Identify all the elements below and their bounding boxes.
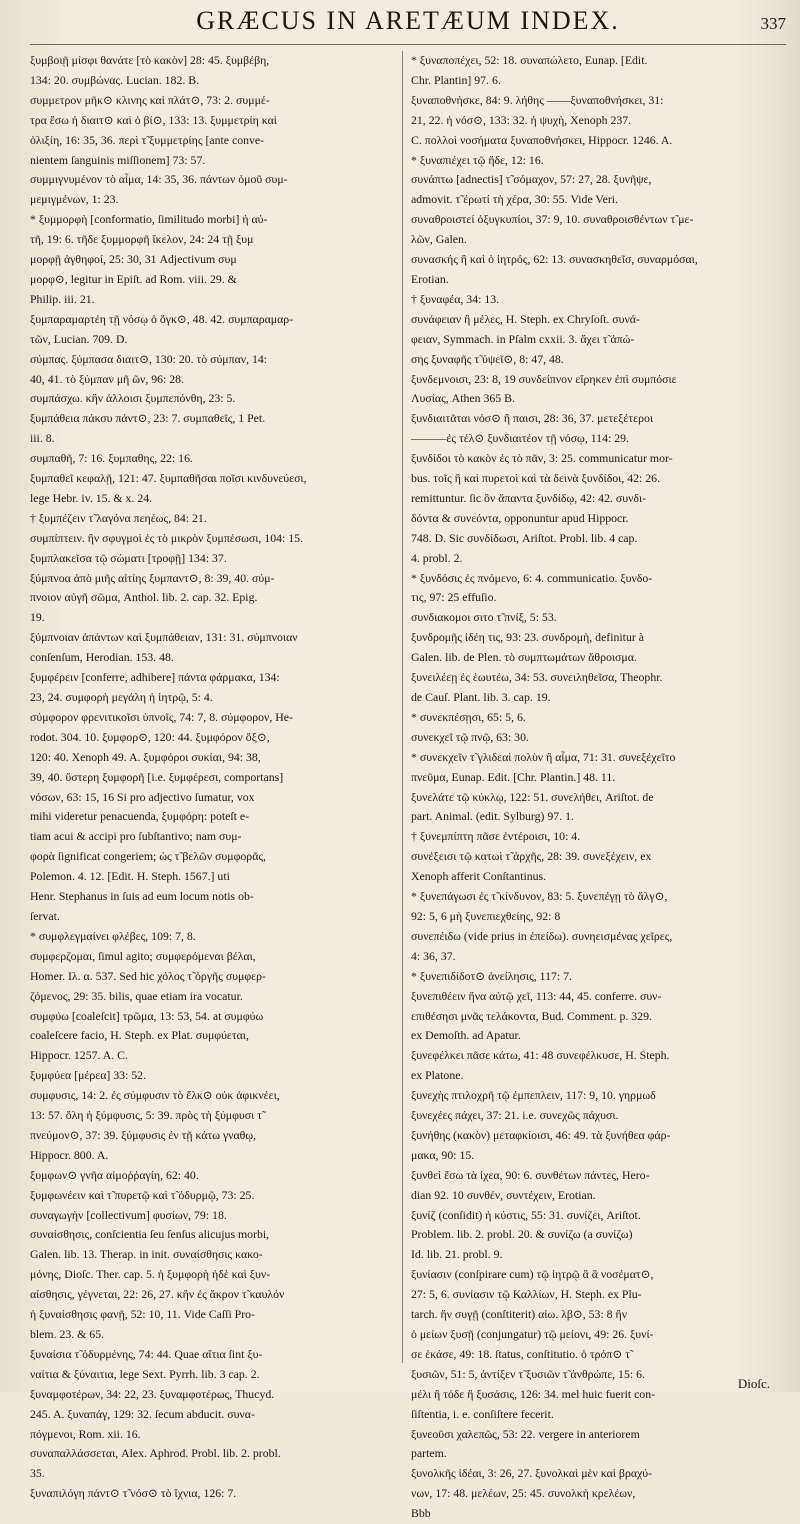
index-line: Hippocr. 1257. A. C. [30, 1048, 128, 1063]
index-line: remittuntur. ſic ὃν ἄπαντα ξυνδίδῳ, 42: 42. συνδι- [411, 490, 647, 505]
index-line: ξυνελάτε τῷ κύκλῳ, 122: 51. συνελήθει, Ariſtot. de [411, 789, 654, 804]
index-line: † ξυνεμπίπτη πᾶσε ἐντέροισι, 10: 4. [411, 829, 581, 844]
index-line: 19. [30, 610, 45, 625]
index-line: Problem. lib. 2. probl. 20. & συνίζω (a συνίζω) [411, 1227, 633, 1242]
index-line: * συνεκχεῖν τ̃ γλιδεαὶ πολὺν ἢ αἷμα, 71: 31. συνεξέχεῖτο [411, 749, 676, 764]
index-line: ξυμπαθεῖ κεφαλῇ, 121: 47. ξυμπαθῆσαι ποῖσι κινδυνεύεσι, [30, 471, 307, 486]
index-line: τρα ἔσω ἡ διαιτ⊙ καὶ ὁ βί⊙, 133: 13. ξυμμετρίη καὶ [30, 112, 277, 127]
index-line: 134: 20. συμβώνας. Lucian. 182. B. [30, 72, 200, 87]
index-line: Polemon. 4. 12. [Edit. H. Steph. 1567.] uti [30, 869, 230, 884]
index-line: ὁ μείων ξυσῇ (conjungatur) τῷ μείονι, 49: 26. ξυνί- [411, 1327, 654, 1341]
index-line: αίσθησις, γέγνεται, 22: 26, 27. κἢν ἐς ἄκρον τ̃ καυλόν [30, 1287, 285, 1302]
page-number: 337 [760, 14, 786, 33]
index-line: de Cauſ. Plant. lib. 3. cap. 19. [411, 690, 551, 704]
index-line: ξυνολκῆς ἰδέαι, 3: 26, 27. ξυνολκαὶ μὲν καὶ βραχύ- [411, 1466, 653, 1481]
index-line: συμπάσχω. κἢν ἀλλοισι ξυμπεπόνθη, 23: 5. [30, 391, 236, 406]
index-line: συμφύω [coaleſcit] τρῶμα, 13: 53, 54. at συμφύω [30, 1008, 264, 1023]
index-line: ξυμβοιῇ μίσφι θανάτε [τὸ κακὸν] 28: 45. ξυμβέβη, [30, 53, 270, 67]
index-line: επιθέσησι μνᾶς τελάκοντα, Bud. Comment. p. 329. [411, 1008, 652, 1023]
index-line: σης ξυναφῆς τ̃ ὑψεῖ⊙, 8: 47, 48. [411, 351, 564, 366]
index-line: ſervat. [30, 908, 60, 923]
index-line: συμμιγνυμένον τὸ αἷμα, 14: 35, 36. πάντων ὁμοῦ συμ- [30, 172, 288, 187]
index-line: συνεκχεῖ τῷ πνῷ, 63: 30. [411, 729, 529, 744]
index-line: ξυνδιαιτᾶται νόσ⊙ ἢ παισι, 28: 36, 37. μετεξέτεροι [411, 411, 654, 426]
index-line: 13: 57. ὅλη ἡ ξύμφυσις, 5: 39. πρὸς τὴ ξύμφυσι τ̃ [30, 1108, 262, 1123]
index-line: ex Platone. [411, 1068, 464, 1083]
index-line: coaleſcere facio, H. Steph. ex Plat. συμφύεται, [30, 1028, 249, 1043]
index-line: συμφερζομαι, ſimul agito; συμφερόμεναι βέλαι, [30, 948, 256, 963]
index-line: Chr. Plantin] 97. 6. [411, 72, 501, 87]
index-line: conſenſum, Herodian. 153. 48. [30, 650, 174, 665]
index-line: μορφ⊙, legitur in Epiſt. ad Rom. viii. 29. & [30, 271, 237, 286]
index-line: 27: 5, 6. συνίασιν τῷ Καλλίων, H. Steph. ex Plu- [411, 1287, 642, 1302]
index-line: συναγωγὴν [collectivum] φυσίων, 79: 18. [30, 1207, 227, 1222]
index-line: 120: 40. Xenoph 49. A. ξυμφόροι συκίαι, 94: 38, [30, 749, 261, 764]
index-line: συμπαθῆ, 7: 16. ξυμπαθης, 22: 16. [30, 451, 193, 466]
index-line: Bbb [411, 1506, 431, 1521]
index-line: ξυμπλακεῖσα τῷ σώματι [τροφῇ] 134: 37. [30, 550, 227, 565]
index-line: ξυναποθνήσκε, 84: 9. λήθης ——ξυναποθνήσκει, 31: [411, 92, 664, 107]
index-line: τῶν, Lucian. 709. D. [30, 331, 128, 346]
index-line: συναίσθησις, conſcientia ſeu ſenſus alicujus morbi, [30, 1227, 270, 1242]
index-line: ξυμφωνέειν καὶ τ̃ πυρετῷ καὶ τ̃ ὀδυρμῷ, 73: 25. [30, 1187, 255, 1202]
index-line: συνεπέιδω (vide prius in ἐπείδω). συνηεισμένας χεῖρες, [411, 928, 673, 943]
index-line: nientem ſanguinis miſſionem] 73: 57. [30, 152, 206, 167]
index-line: ſiſtentia, i. e. conſiſtere fecerit. [411, 1406, 554, 1421]
index-line: ξυνδρομῆς ἰδέη τις, 93: 23. συνδρομὴ, definitur à [411, 630, 644, 645]
index-line: νων, 17: 48. μελέων, 25: 45. συνολκὴ κρελέων, [411, 1486, 636, 1501]
index-line: part. Animal. (edit. Sylburg) 97. 1. [411, 809, 574, 824]
index-line: ξυναμφοτέρων, 34: 22, 23. ξυναμφοτέρως, Thucyd. [30, 1386, 275, 1401]
index-line: σε ἑκάσε, 49: 18. ſtatus, conſtitutio. ὁ τρόπ⊙ τ̃ [411, 1346, 630, 1361]
index-line: ξυνειλέεῃ ἐς ἑωυτέω, 34: 53. συνειληθεῖσα, Theophr. [411, 670, 663, 685]
index-line: τις, 97: 25 effuſio. [411, 590, 497, 605]
index-line: λῶν, Galen. [411, 232, 467, 247]
index-line: τῆ, 19: 6. τῆδε ξυμμορφῆ ἴκελον, 24: 24 τῇ ξυμ [30, 232, 254, 247]
index-line: 92: 5, 6 μὴ ξυνεπιεχθείης, 92: 8 [411, 908, 561, 923]
index-line: ξυνίζ (conſidit) ἡ κύστις, 55: 31. συνίζει, Ariſtot. [411, 1207, 641, 1222]
index-line: C. πολλοὶ νοσήματα ξυναποθνήσκει, Hippocr. 1246. A. [411, 132, 673, 147]
index-line: * συνεκπέσῃσι, 65: 5, 6. [411, 709, 526, 724]
index-line: 4. probl. 2. [411, 550, 463, 565]
index-line: πνεύμον⊙, 37: 39. ξύμφυσις ἐν τῇ κάτω γναθῳ, [30, 1127, 257, 1142]
index-line: Xenoph afferit Conſtantinus. [411, 869, 547, 884]
index-line: ξυνήθης (κακὸν) μεταφκίοισι, 46: 49. τὰ ξυνήθεα φάρ- [411, 1127, 671, 1142]
index-line: ξυνεχέες πάχει, 37: 21. i.e. συνεχῶς πάχυσι. [411, 1108, 619, 1123]
index-line: συμμετρον μῆκ⊙ κλινης καὶ πλάτ⊙, 73: 2. συμμέ- [30, 92, 270, 107]
index-line: ξυμφύεα [μέρεα] 33: 52. [30, 1068, 147, 1083]
index-line: 40, 41. τὸ ξύμπαν μῆ ῶν, 96: 28. [30, 371, 185, 386]
index-line: σύμφορον φρενιτικοῖσι ὑπνοῖς, 74: 7, 8. σύμφορον, He- [30, 709, 293, 724]
index-line: ξυνδεμνοισι, 23: 8, 19 συνδείπνον εἴρηκεν ἐπὶ συμπόσιε [411, 371, 677, 386]
index-line: rodot. 304. 10. ξυμφορ⊙, 120: 44. ξυμφόρον ὄξ⊙, [30, 729, 270, 744]
index-line: μορφῇ ἀγθηφοί, 25: 30, 31 Adjectivum συμ [30, 252, 237, 267]
index-line: 748. D. Sic συνδίδωσι, Ariſtot. Probl. lib. 4 cap. [411, 530, 638, 545]
index-line: ξύμπνοα ἀπὸ μιῆς αἰτίης ξυμπαντ⊙, 8: 39, 40. σύμ- [30, 570, 275, 585]
index-line: mihi videretur penacuenda, ξυμφόρη: poteſt e- [30, 809, 250, 824]
index-line: πνεῦμα, Eunap. Edit. [Chr. Plantin.] 48. 11. [411, 769, 616, 784]
index-line: iii. 8. [30, 431, 55, 446]
index-line: Erotian. [411, 271, 449, 286]
index-line: tarch. ἢν συγῇ (conſtiterit) αἰω. λβ⊙, 53: 8 ἢν [411, 1307, 628, 1322]
index-line: ξυνίασιν (conſpirare cum) τῷ ἰητρῷ ἃ ἃ νοσέματ⊙, [411, 1267, 654, 1282]
index-line: dian 92. 10 συνθέν, συντέχειν, Erotian. [411, 1187, 596, 1202]
index-line: νόσων, 63: 15, 16 Si pro adjectivo ſumatur, vox [30, 789, 255, 804]
running-title: GRÆCUS IN ARETÆUM INDEX. [196, 6, 620, 35]
index-line: Galen. lib. de Plen. τὸ συμπτωμάτων ἄθροισμα. [411, 650, 637, 665]
index-line: Λυσίας, Athen 365 B. [411, 391, 515, 406]
index-line: Henr. Stephanus in ſuis ad eum locum notis ob- [30, 889, 254, 904]
index-line: ξυνδίδοι τὸ κακὸν ἐς τὸ πᾶν, 3: 25. communicatur mor- [411, 451, 673, 466]
index-line: φειαν, Symmach. in Pſalm cxxii. 3. ἄχει τ̃ ἀπώ- [411, 331, 635, 346]
index-line: blem. 23. & 65. [30, 1327, 105, 1341]
index-line: ξυναίσια τ̃ ὀδυρμένης, 74: 44. Quae αἴτια ſint ξυ- [30, 1346, 263, 1361]
index-line: lege Hebr. iv. 15. & x. 24. [30, 490, 153, 505]
index-line: * ξυνεπιδίδοτ⊙ ἀνείλησις, 117: 7. [411, 968, 572, 983]
index-line: ξυμφων⊙ γνῆα αἱμοῤῥαγίη, 62: 40. [30, 1167, 199, 1182]
index-line: συνάφειαν ἢ μέλες, H. Steph. ex Chryſoſt. συνά- [411, 311, 640, 326]
index-line: * ξυμμορφὴ [conformatio, ſimilitudo morbi] ἡ αὐ- [30, 212, 268, 227]
index-line: ξυνεχὴς πτιλοχρῆ τῷ ἐμπεπλειν, 117: 9, 10. γηρμωδ [411, 1088, 656, 1103]
index-line: 21, 22. ἡ νόσ⊙, 133: 32. ἡ ψυχὴ, Xenoph 237. [411, 112, 632, 127]
page-header [30, 6, 786, 45]
index-line: συνάπτω [adnectis] τ̃ σόμαχον, 57: 27, 28. ξυνῆψε, [411, 172, 652, 187]
index-line: partem. [411, 1446, 447, 1461]
index-line: φορὰ ſignificat congeriem; ὡς τ̃ βελῶν συμφορᾶς, [30, 849, 266, 864]
index-line: * συμφλεγμαίνει φλέβες, 109: 7, 8. [30, 928, 196, 943]
index-line: ξυνεοῦσι χαλεπῶς, 53: 22. vergere in anteriorem [411, 1426, 640, 1441]
index-line: Homer. Iλ. α. 537. Sed hic χόλος τ̃ ὀργῆς συμφερ- [30, 968, 266, 983]
index-line: ξυμπάθεια πάκσυ πάντ⊙, 23: 7. συμπαθεῖς, 1 Pet. [30, 411, 266, 426]
index-line: ξυμφέρειν [conferre, adhibere] πάντα φάρμακα, 134: [30, 670, 280, 685]
index-line: * ξυναπιέχει τῷ ἥδε, 12: 16. [411, 152, 544, 167]
index-line: σύμπας. ξύμπασα διαιτ⊙, 130: 20. τὸ σύμπαν, 14: [30, 351, 268, 366]
index-line: Philip. iii. 21. [30, 291, 95, 306]
index-line: tiam acui & accipi pro ſubſtantivo; nam συμ- [30, 829, 242, 844]
index-line: μεμιγμένων, 1: 23. [30, 192, 119, 207]
index-line: συναθροιστεί ὀξυγκυπίοι, 37: 9, 10. συναθροισθέντων τ̃ με- [411, 212, 694, 227]
index-line: ἡ ξυναίσθησις φανῇ, 52: 10, 11. Vide Caſſi Pro- [30, 1307, 255, 1322]
index-line: συμπίπτειν. ἢν σφυγμοὶ ἐς τὸ μικρὸν ξυμπέσωσι, 104: 15. [30, 530, 303, 545]
index-line: 23, 24. συμφορὴ μεγάλη ἡ ἰητρῷ, 5: 4. [30, 690, 213, 704]
index-line: ξυναπιλόγη πάντ⊙ τ̃ νόσ⊙ τὸ ἴχνια, 126: 7. [30, 1486, 237, 1501]
index-line: ξυσιῶν, 51: 5, ἀντίξεν τ̃ ξυσιῶν τ̃ ἀνθρώπε, 15: 6. [411, 1366, 645, 1381]
index-line: μόνης, Dioſc. Ther. cap. 5. ἡ ξυμφορὴ ἠδὲ καὶ ξυν- [30, 1267, 271, 1282]
index-line: ξυνεφέλκει πᾶσε κάτω, 41: 48 συνεφέλκυσε, H. Steph. [411, 1048, 670, 1063]
index-line: * ξυναποπέχει, 52: 18. συναπώλετο, Eunap. [Edit. [411, 53, 648, 67]
index-line: 245. A. ξυναπάγ, 129: 32. ſecum abducit. συνα- [30, 1406, 255, 1421]
index-line: πνοιον αὐγῆ σῶμα, Anthol. lib. 2. cap. 32. Epig. [30, 590, 258, 605]
index-line: συνδιακομοι σιτο τ̃ πνίξ, 5: 53. [411, 610, 557, 625]
index-line: πόγμενοι, Rom. xii. 16. [30, 1426, 141, 1441]
index-line: μακα, 90: 15. [411, 1147, 475, 1162]
catchword: Dioſc. [737, 1376, 770, 1391]
index-line: ξυμπαραμαρτέη τῇ νόσῳ ὁ ὄγκ⊙, 48. 42. συμπαραμαρ- [30, 311, 294, 326]
index-line: † ξυναφέα, 34: 13. [411, 291, 500, 306]
index-line: ξύμπνοιαν ἁπάντων καὶ ξυμπάθειαν, 131: 31. σύμπνοιαν [30, 630, 298, 645]
index-line: ὀλιξίη, 16: 35, 36. περὶ τ̃ ξυμμετρίης [ante conve- [30, 132, 265, 147]
index-line: admovit. τ̃ ἐρωτί τὴ χέρα, 30: 55. Vide Veri. [411, 192, 619, 207]
index-line: συμφυσις, 14: 2. ἐς σύμφυσιν τὸ ἕλκ⊙ οὐκ ἀφικνέει, [30, 1088, 280, 1103]
index-line: μέλι ἢ τόδε ἢ ξυσάσις, 126: 34. mel huic fuerit con- [411, 1386, 656, 1401]
index-line: Galen. lib. 13. Therap. in init. συναίσθησις κακο- [30, 1247, 263, 1262]
index-line: ναίτια & ξύναιτια, lege Sext. Pyrrh. lib. 3 cap. 2. [30, 1366, 260, 1381]
index-line: bus. τοῖς ἢ καὶ πυρετοὶ καὶ τὰ δεινὰ ξυνδίδοι, 42: 26. [411, 471, 661, 486]
index-line: 35. [30, 1466, 45, 1481]
index-line: † ξυμπέζειν τ̃ λαγόνα πεηέως, 84: 21. [30, 510, 207, 525]
index-line: συνέξεισι τῷ κατωὶ τ̃ ἀρχῆς, 28: 39. συνεξέχειν, ex [411, 849, 652, 864]
index-line: * ξυνεπάγωσι ἐς τ̃ κίνδυνον, 83: 5. ξυνεπέγῃ τὸ ἄλγ⊙, [411, 889, 668, 904]
left-column [30, 51, 402, 1501]
index-line: ———ἐς τέλ⊙ ξυνδιαιτέον τῇ νόσῳ, 114: 29. [411, 431, 629, 446]
index-line: Id. lib. 21. probl. 9. [411, 1247, 503, 1262]
index-columns [30, 51, 786, 1521]
index-line: ξυνθεὶ ἔσω τὰ ἰχεα, 90: 6. συνθέτων πάντες, Hero- [411, 1167, 650, 1182]
index-line: 39, 40. ὕστερη ξυμφορῆ [i.e. ξυμφέρεσι, comportans] [30, 769, 284, 784]
index-line: Hippocr. 800. A. [30, 1147, 109, 1162]
index-line: 4: 36, 37. [411, 948, 456, 963]
index-line: συναπαλλάσσεται, Alex. Aphrod. Probl. lib. 2. probl. [30, 1446, 281, 1461]
index-line: συνασκής ἢ καὶ ὁ ἰητρός, 62: 13. συνασκηθεῖσ, συναρμόσαι, [411, 252, 698, 267]
index-line: ξυνεπιθέειν ἤνα αὐτῷ χεῖ, 113: 44, 45. conferre. συν- [411, 988, 662, 1003]
index-line: δόντα & συνεόντα, opponuntur apud Hippocr. [411, 510, 629, 525]
index-line: ex Demoſth. ad Apatur. [411, 1028, 521, 1043]
index-line: * ξυνδόσις ἐς πνόμενο, 6: 4. communicatio. ξυνδο- [411, 570, 653, 585]
index-line: ζόμενος, 29: 35. bilis, quae etiam ira vocatur. [30, 988, 243, 1003]
